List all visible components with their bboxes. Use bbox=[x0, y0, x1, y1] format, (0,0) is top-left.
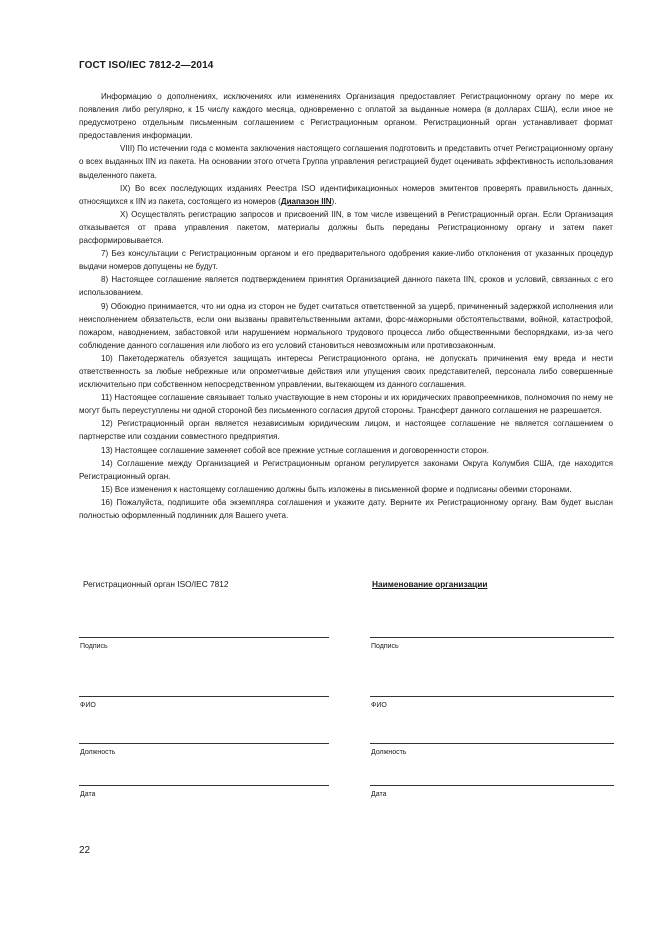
paragraph-ix-end: ). bbox=[331, 196, 337, 206]
left-name-label: ФИО bbox=[80, 702, 96, 709]
paragraph-15: 15) Все изменения к настоящему соглашению должны быть изложены в письменной форме и подписаны обеими сторонами. bbox=[101, 484, 572, 494]
paragraph-9: 9) Обоюдно принимается, что ни одна из сторон не будет считаться ответственной за ущерб, причиненный задержкой исполнения или неисполнением обязательств, если они вызваны правительственными актами, форс-мажорными обстоятельствами, войной, катастрофой, пожаром, наводнением, забастовкой или нарушением нормального трудового процесса либо общественными беспорядками, из-за чего соблюдение данного соглашения или любого из его условий становиться невозможным или противозаконным. bbox=[79, 301, 613, 350]
left-position-label: Должность bbox=[80, 749, 116, 756]
paragraph-10: 10) Пакетодержатель обязуется защищать интересы Регистрационного органа, не допускать причинения ему вреда и нести ответственность за любые небрежные или опрометчивые действия или упущения своих представителей, персонала либо совершенные исключительно при собственном непосредственном управлении, вытекающем из данного соглашения. bbox=[79, 353, 613, 390]
paragraph-ix bbox=[79, 182, 613, 208]
right-signature-line bbox=[370, 637, 614, 638]
page-number: 22 bbox=[79, 845, 91, 856]
document-header: ГОСТ ISO/IEC 7812-2—2014 bbox=[79, 60, 214, 71]
registration-authority-heading: Регистрационный орган ISO/IEC 7812 bbox=[83, 579, 229, 589]
paragraph-ix-text: IX) Во всех последующих изданиях Реестра ISO идентификационных номеров эмитентов проверять правильность данных, относящихся к IIN из пакета, состоящего из номеров ( bbox=[79, 183, 613, 206]
right-date-label: Дата bbox=[371, 791, 387, 798]
paragraph-16: 16) Пожалуйста, подпишите оба экземпляра соглашения и укажите дату. Верните их Регистрационному органу. Вам будет выслан полностью оформленный подлинник для Вашего учета. bbox=[79, 497, 613, 520]
paragraph-12: 12) Регистрационный орган является независимым юридическим лицом, и настоящее соглашение не является соглашением о партнерстве или создании совместного предприятия. bbox=[79, 419, 613, 442]
organization-name-heading: Наименование организации bbox=[372, 579, 488, 589]
left-date-label: Дата bbox=[80, 791, 96, 798]
right-position-line bbox=[370, 743, 614, 744]
left-name-line bbox=[79, 696, 329, 697]
left-signature-line bbox=[79, 637, 329, 638]
left-date-line bbox=[79, 785, 329, 786]
right-signature-label: Подпись bbox=[371, 643, 399, 650]
paragraph-x: X) Осуществлять регистрацию запросов и присвоений IIN, в том числе извещений в Регистрационный орган. Если Организация отказывается от права управления пакетом, материалы должны быть переданы Регистрационному органу и затем пакет расформировывается. bbox=[79, 209, 613, 246]
paragraph-viii: VIII) По истечении года с момента заключения настоящего соглашения подготовить и представить отчет Регистрационному органу о всех выданных IIN из пакета. На основании этого отчета Группа управления регистрацией будет оценивать эффективность использования выделенного пакета. bbox=[79, 144, 613, 180]
right-date-line bbox=[370, 785, 614, 786]
paragraph-11: 11) Настоящее соглашение связывает только участвующие в нем стороны и их юридических правопреемников, полномочия по нему не могут быть переуступлены ни одной стороной без письменного согласия другой стороны. Трансферт данного соглашения не разрешается. bbox=[79, 393, 613, 416]
right-position-label: Должность bbox=[371, 749, 407, 756]
right-name-line bbox=[370, 696, 614, 697]
document-body bbox=[79, 90, 613, 522]
left-signature-label: Подпись bbox=[80, 643, 108, 650]
iin-range-placeholder: Диапазон IIN bbox=[280, 196, 332, 206]
paragraph-info-updates: Информацию о дополнениях, исключениях или изменениях Организация предоставляет Регистрационному органу по мере их появления либо регулярно, к 15 числу каждого месяца, одновременно с оплатой за выданные номера (в долларах США), если иное не предусмотрено отдельным письменным соглашением с Регистрационным органом. Регистрационный орган устанавливает формат предоставления информации. bbox=[79, 92, 613, 141]
paragraph-14: 14) Соглашение между Организацией и Регистрационным органом регулируется законами Округа Колумбия США, где находится Регистрационный орган. bbox=[79, 458, 613, 481]
paragraph-8: 8) Настоящее соглашение является подтверждением принятия Организацией данного пакета IIN, сроков и условий, связанных с его использованием. bbox=[79, 275, 613, 298]
paragraph-13: 13) Настоящее соглашение заменяет собой все прежние устные соглашения и договоренности сторон. bbox=[101, 445, 489, 455]
left-position-line bbox=[79, 743, 329, 744]
right-name-label: ФИО bbox=[371, 702, 387, 709]
paragraph-7: 7) Без консультации с Регистрационным органом и его предварительного одобрения какие-либо отклонения от указанных процедур выдачи номеров допущены не будут. bbox=[79, 249, 613, 272]
